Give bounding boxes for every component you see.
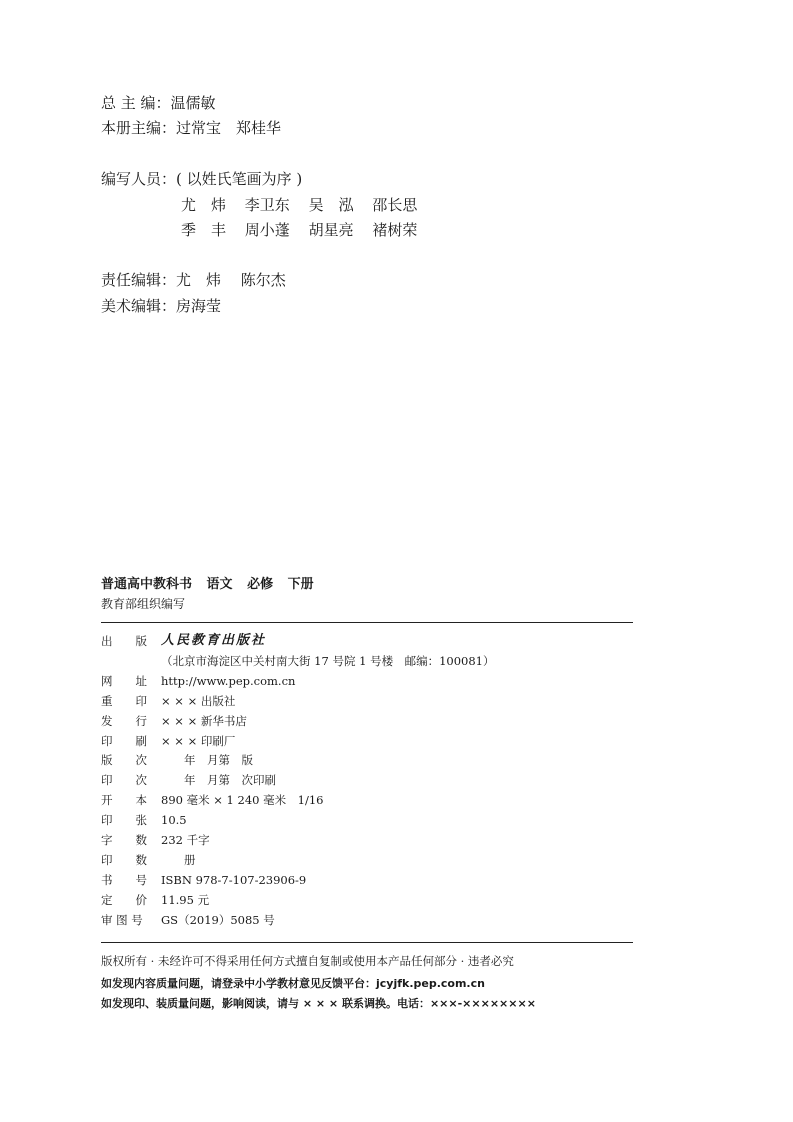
publication-label: 书 号 [101,872,147,887]
book-title-part: 必修 [247,577,274,592]
publication-value: ISBN 978-7-107-23906-9 [161,872,307,887]
publication-label: 重 印 [101,693,147,708]
publication-value: （北京市海淀区中关村南大街 17 号院 1 号楼 邮编：100081） [161,653,495,668]
print-quality-notice: 如发现印、装质量问题，影响阅读，请与 × × × 联系调换。电话：×××-×××××××× [101,997,536,1010]
responsible-editor-label: 责任编辑： [101,271,177,289]
writer-name: 褚树荣 [372,221,418,239]
writer-name: 胡星亮 [308,221,354,239]
publication-label: 开 本 [101,793,147,808]
publication-value: 890 毫米 × 1 240 毫米 1/16 [161,793,324,808]
publication-value: × × × 出版社 [161,693,236,708]
publication-label: 网 址 [101,673,147,688]
writer-name: 李卫东 [244,196,290,214]
art-editor-label: 美术编辑： [101,297,177,315]
writers-label: 编写人员： [101,170,177,188]
publication-value: 232 千字 [161,833,210,847]
art-editor-name: 房海莹 [176,297,222,315]
feedback-notice: 如发现内容质量问题，请登录中小学教材意见反馈平台：jcyjfk.pep.com.cn [101,977,485,990]
publication-value: 年 月第 次印刷 [161,773,276,788]
volume-editor-names: 过常宝 郑桂华 [176,119,282,137]
publication-label: 定 价 [101,892,147,907]
responsible-editor-row [101,269,286,291]
publication-value: 10.5 [161,813,187,828]
responsible-editor-names: 尤 炜 陈尔杰 [176,271,286,289]
publication-label: 版 次 [101,753,147,768]
compiled-by: 教育部组织编写 [101,597,186,611]
publication-label: 印 次 [101,773,147,788]
writer-name: 吴 泓 [308,196,354,214]
publication-label: 印 张 [101,813,147,828]
writer-name: 尤 炜 [181,196,227,214]
publication-value: GS（2019）5085 号 [161,912,275,927]
volume-editor-label: 本册主编： [101,119,177,137]
writer-name: 季 丰 [181,221,227,239]
volume-editor-row [101,117,281,139]
publication-value: × × × 印刷厂 [161,733,236,748]
copyright-notice: 版权所有 · 未经许可不得采用任何方式擅自复制或使用本产品任何部分 · 违者必究 [101,954,514,968]
publication-value: 11.95 元 [161,892,210,907]
top-divider [101,622,633,623]
publication-label: 印 刷 [101,733,147,748]
art-editor-row [101,295,221,317]
publication-label: 发 行 [101,713,147,728]
writer-name: 邵长思 [372,196,418,214]
writers-note: ( 以姓氏笔画为序 ) [176,170,303,188]
publication-value: × × × 新华书店 [161,713,247,728]
writers-names-row-1 [181,194,431,216]
chief-editor-label: 总 主 编： [101,94,171,112]
book-title-part: 下册 [287,577,314,592]
publication-label: 印 数 [101,852,147,867]
book-title-part: 普通高中教科书 [101,577,193,592]
publication-value: 年 月第 版 [161,753,253,768]
publication-label: 出 版 [101,634,147,648]
publisher-logo: 人民教育出版社 [161,633,267,648]
publication-value: http://www.pep.com.cn [161,673,296,688]
writers-row [101,168,302,190]
writers-names-row-2 [181,219,431,241]
chief-editor-name: 温儒敏 [170,94,216,112]
chief-editor-row [101,92,216,114]
writer-name: 周小蓬 [244,221,290,239]
publication-value: 册 [161,852,196,867]
book-title [101,573,324,592]
publication-label: 字 数 [101,833,147,847]
bottom-divider [101,942,633,943]
book-title-part: 语文 [206,577,233,592]
publication-label: 审 图 号 [101,912,143,927]
